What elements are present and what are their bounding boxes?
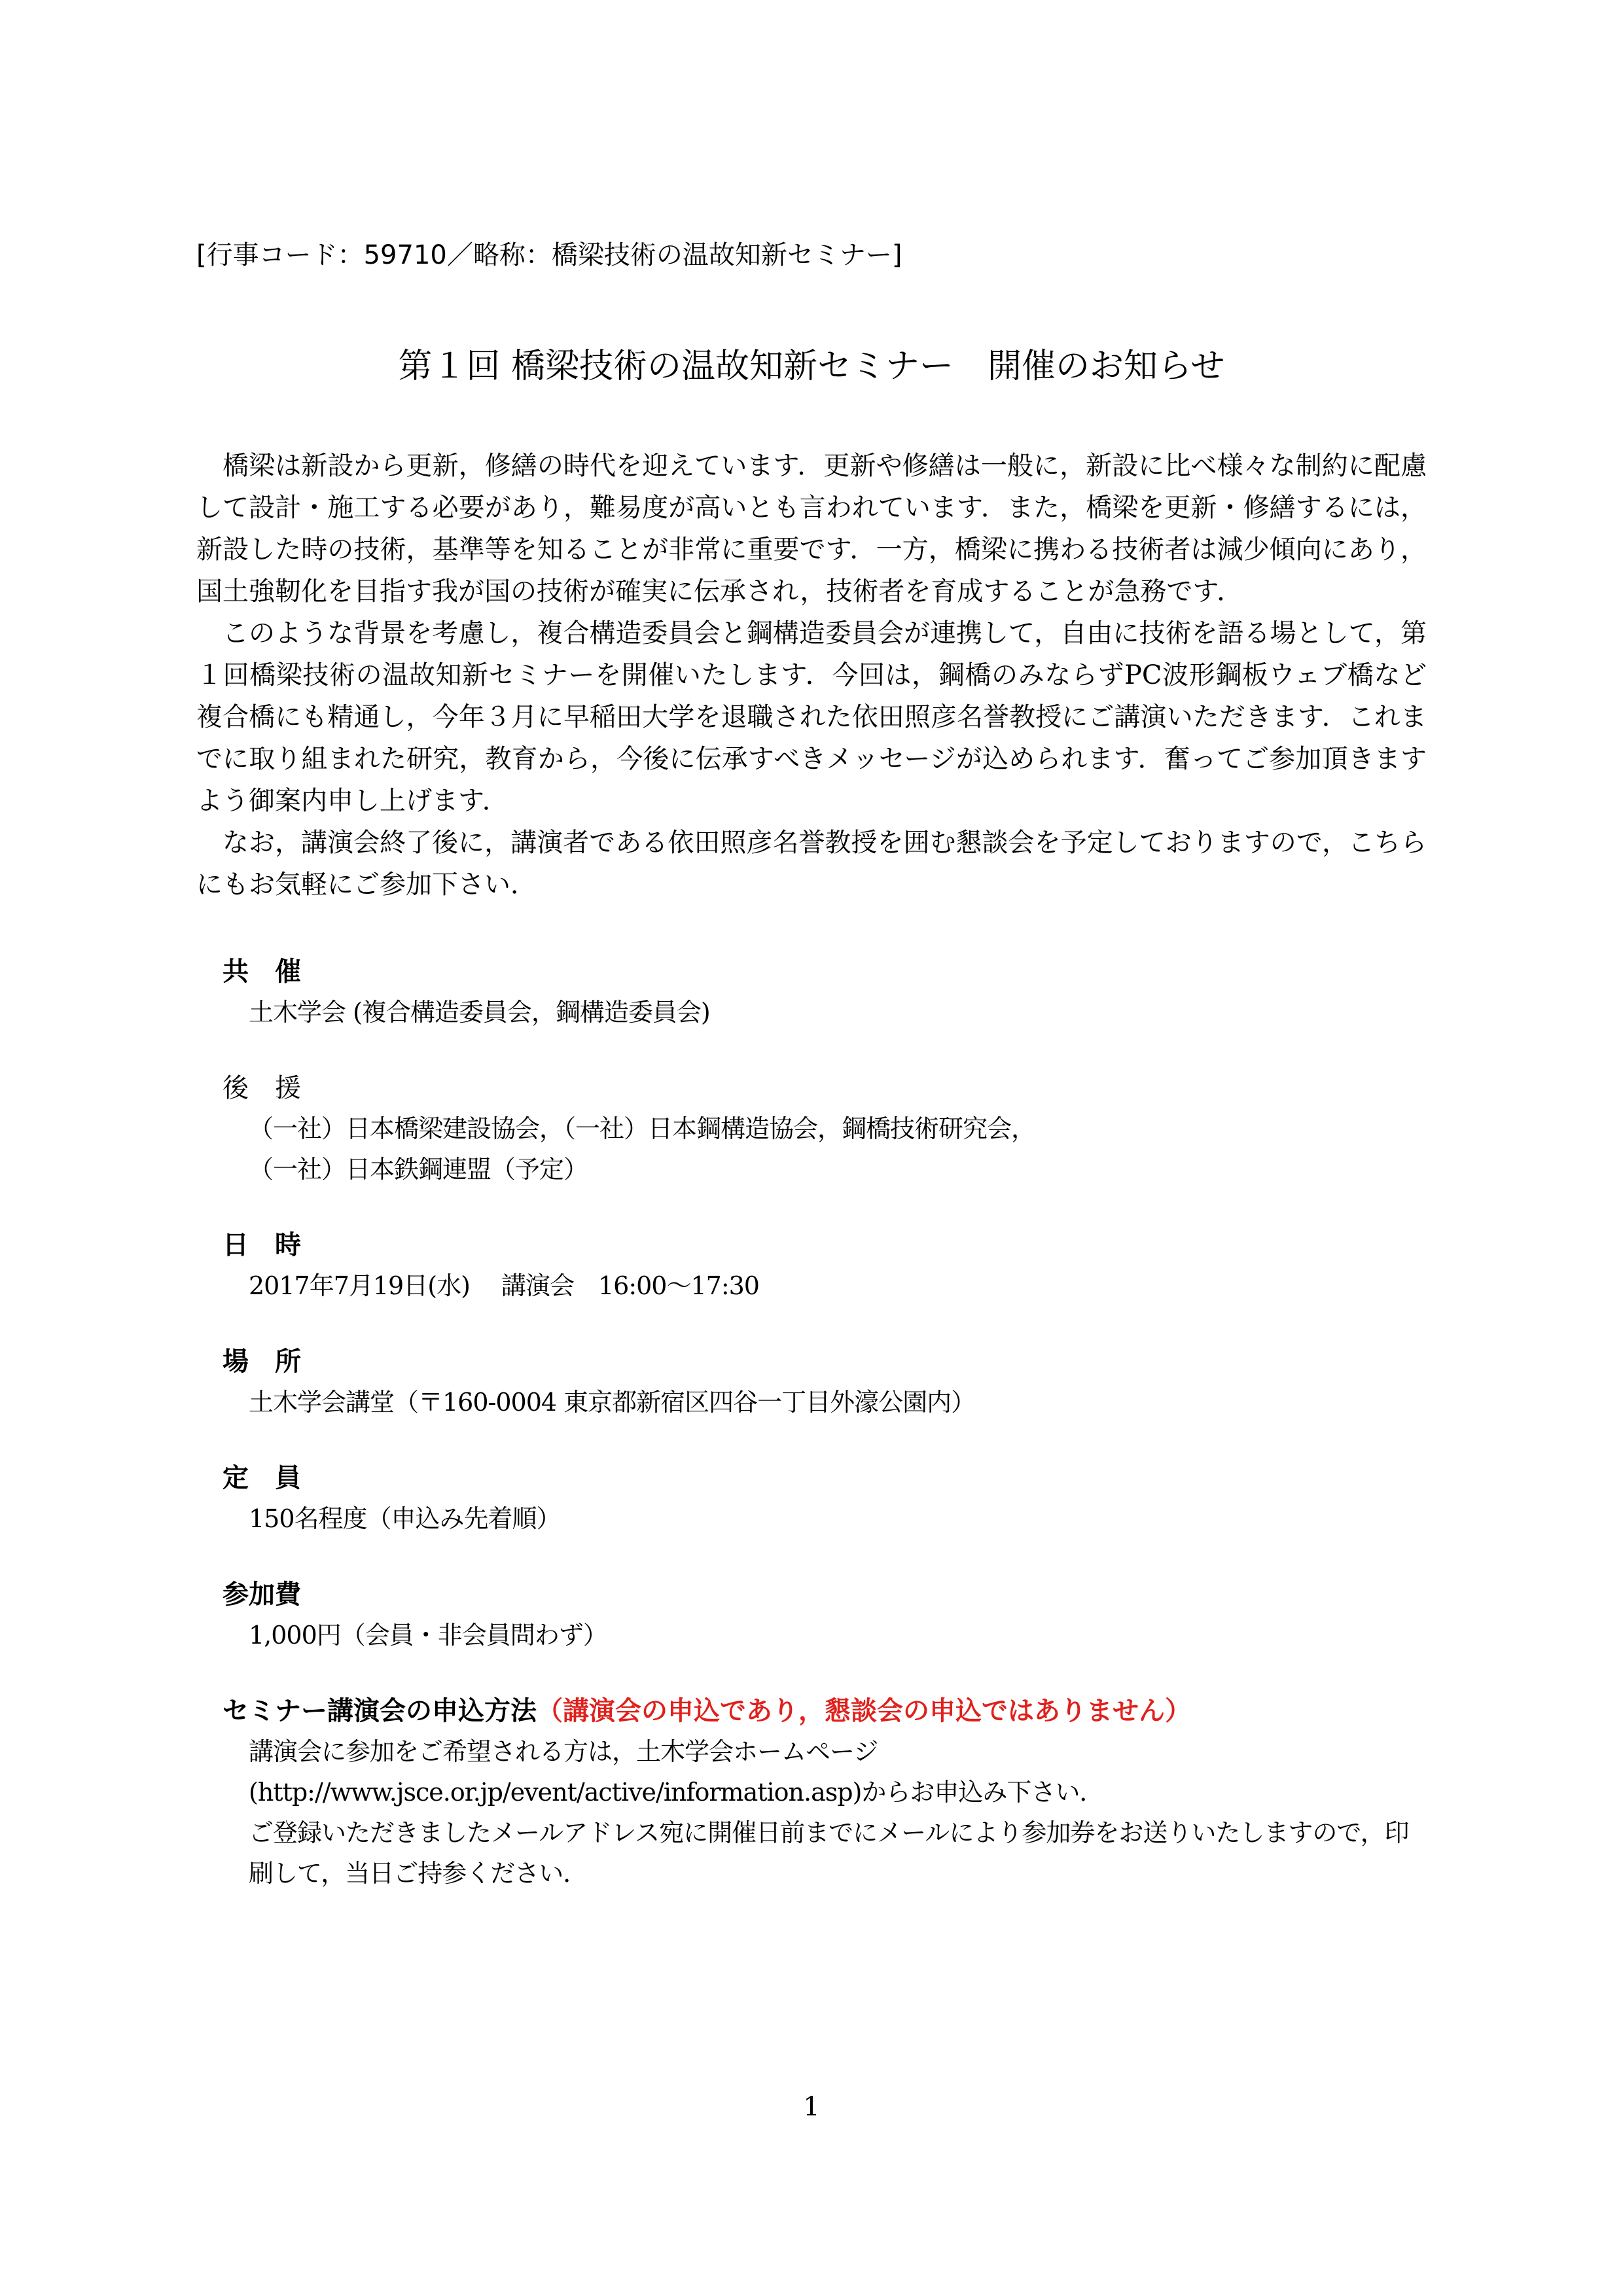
section-heading [223, 1691, 1427, 1731]
section-body [223, 1108, 1427, 1190]
section-fee [196, 1574, 1427, 1655]
section-line: （一社）日本橋梁建設協会，（一社）日本鋼構造協会，鋼橋技術研究会， [249, 1114, 1036, 1143]
section-line: 150名程度（申込み先着順） [249, 1504, 561, 1533]
section-body [223, 1615, 1427, 1655]
section-heading: 場 所 [223, 1347, 301, 1377]
intro-paragraph: このような背景を考慮し，複合構造委員会と鋼構造委員会が連携して，自由に技術を語る場として，第１回橋梁技術の温故知新セミナーを開催いたします．今回は，鋼橋のみならずPC波形鋼板ウェブ橋など複合橋にも精通し，今年３月に早稲田大学を退職された依田照彦名誉教授にご講演いただきます．これまでに取り組まれた研究，教育から，今後に伝承すべきメッセージが込められます．奮ってご参加頂きますよう御案内申し上げます． [196, 618, 1427, 816]
section-body [223, 1498, 1427, 1539]
section-body [223, 992, 1427, 1033]
section-application [196, 1691, 1427, 1894]
section-heading: 日 時 [223, 1230, 301, 1260]
section-line: 1,000円（会員・非会員問わず） [249, 1621, 607, 1650]
section-line: 土木学会講堂（〒160-0004 東京都新宿区四谷一丁目外濠公園内） [249, 1388, 976, 1417]
section-line: 2017年7月19日(水) 講演会 16:00～17:30 [249, 1271, 759, 1300]
section-datetime [196, 1225, 1427, 1306]
section-cohost [196, 951, 1427, 1033]
section-line: 講演会に参加をご希望される方は，土木学会ホームページ [249, 1737, 878, 1766]
page-number: 1 [803, 2092, 820, 2122]
document-title: 第１回 橋梁技術の温故知新セミナー 開催のお知らせ [398, 347, 1225, 386]
section-heading: 共 催 [223, 957, 301, 987]
section-body [223, 1731, 1427, 1894]
application-url-line: (http://www.jsce.or.jp/event/active/information.asp)からお申込み下さい． [249, 1778, 1104, 1807]
intro-text [196, 445, 1427, 906]
section-capacity [196, 1458, 1427, 1539]
section-body [223, 1382, 1427, 1422]
intro-paragraph: 橋梁は新設から更新，修繕の時代を迎えています．更新や修繕は一般に，新設に比べ様々な制約に配慮して設計・施工する必要があり，難易度が高いとも言われています．また，橋梁を更新・修繕するには，新設した時の技術，基準等を知ることが非常に重要です．一方，橋梁に携わる技術者は減少傾向にあり，国土強靭化を目指す我が国の技術が確実に伝承され，技術者を育成することが急務です． [196, 451, 1427, 607]
section-line: （一社）日本鉄鋼連盟（予定） [249, 1155, 588, 1184]
intro-paragraph: なお，講演会終了後に，講演者である依田照彦名誉教授を囲む懇談会を予定しておりますので，こちらにもお気軽にご参加下さい． [196, 828, 1427, 900]
section-venue [196, 1341, 1427, 1422]
section-heading: 定 員 [223, 1463, 301, 1493]
document-page [196, 236, 1427, 1894]
application-note: （講演会の申込であり，懇談会の申込ではありません） [537, 1696, 1191, 1726]
application-heading: セミナー講演会の申込方法 [223, 1696, 537, 1726]
section-support [196, 1068, 1427, 1190]
section-line: ご登録いただきましたメールアドレス宛に開催日前までにメールにより参加券をお送りいたしますので，印刷して，当日ご持参ください． [249, 1818, 1409, 1888]
event-code-line: [行事コード：59710／略称：橋梁技術の温故知新セミナー] [196, 240, 902, 270]
section-body [223, 1265, 1427, 1306]
section-heading: 後 援 [223, 1073, 301, 1103]
section-line: 土木学会 (複合構造委員会，鋼構造委員会) [249, 998, 710, 1027]
section-heading: 参加費 [223, 1580, 301, 1610]
